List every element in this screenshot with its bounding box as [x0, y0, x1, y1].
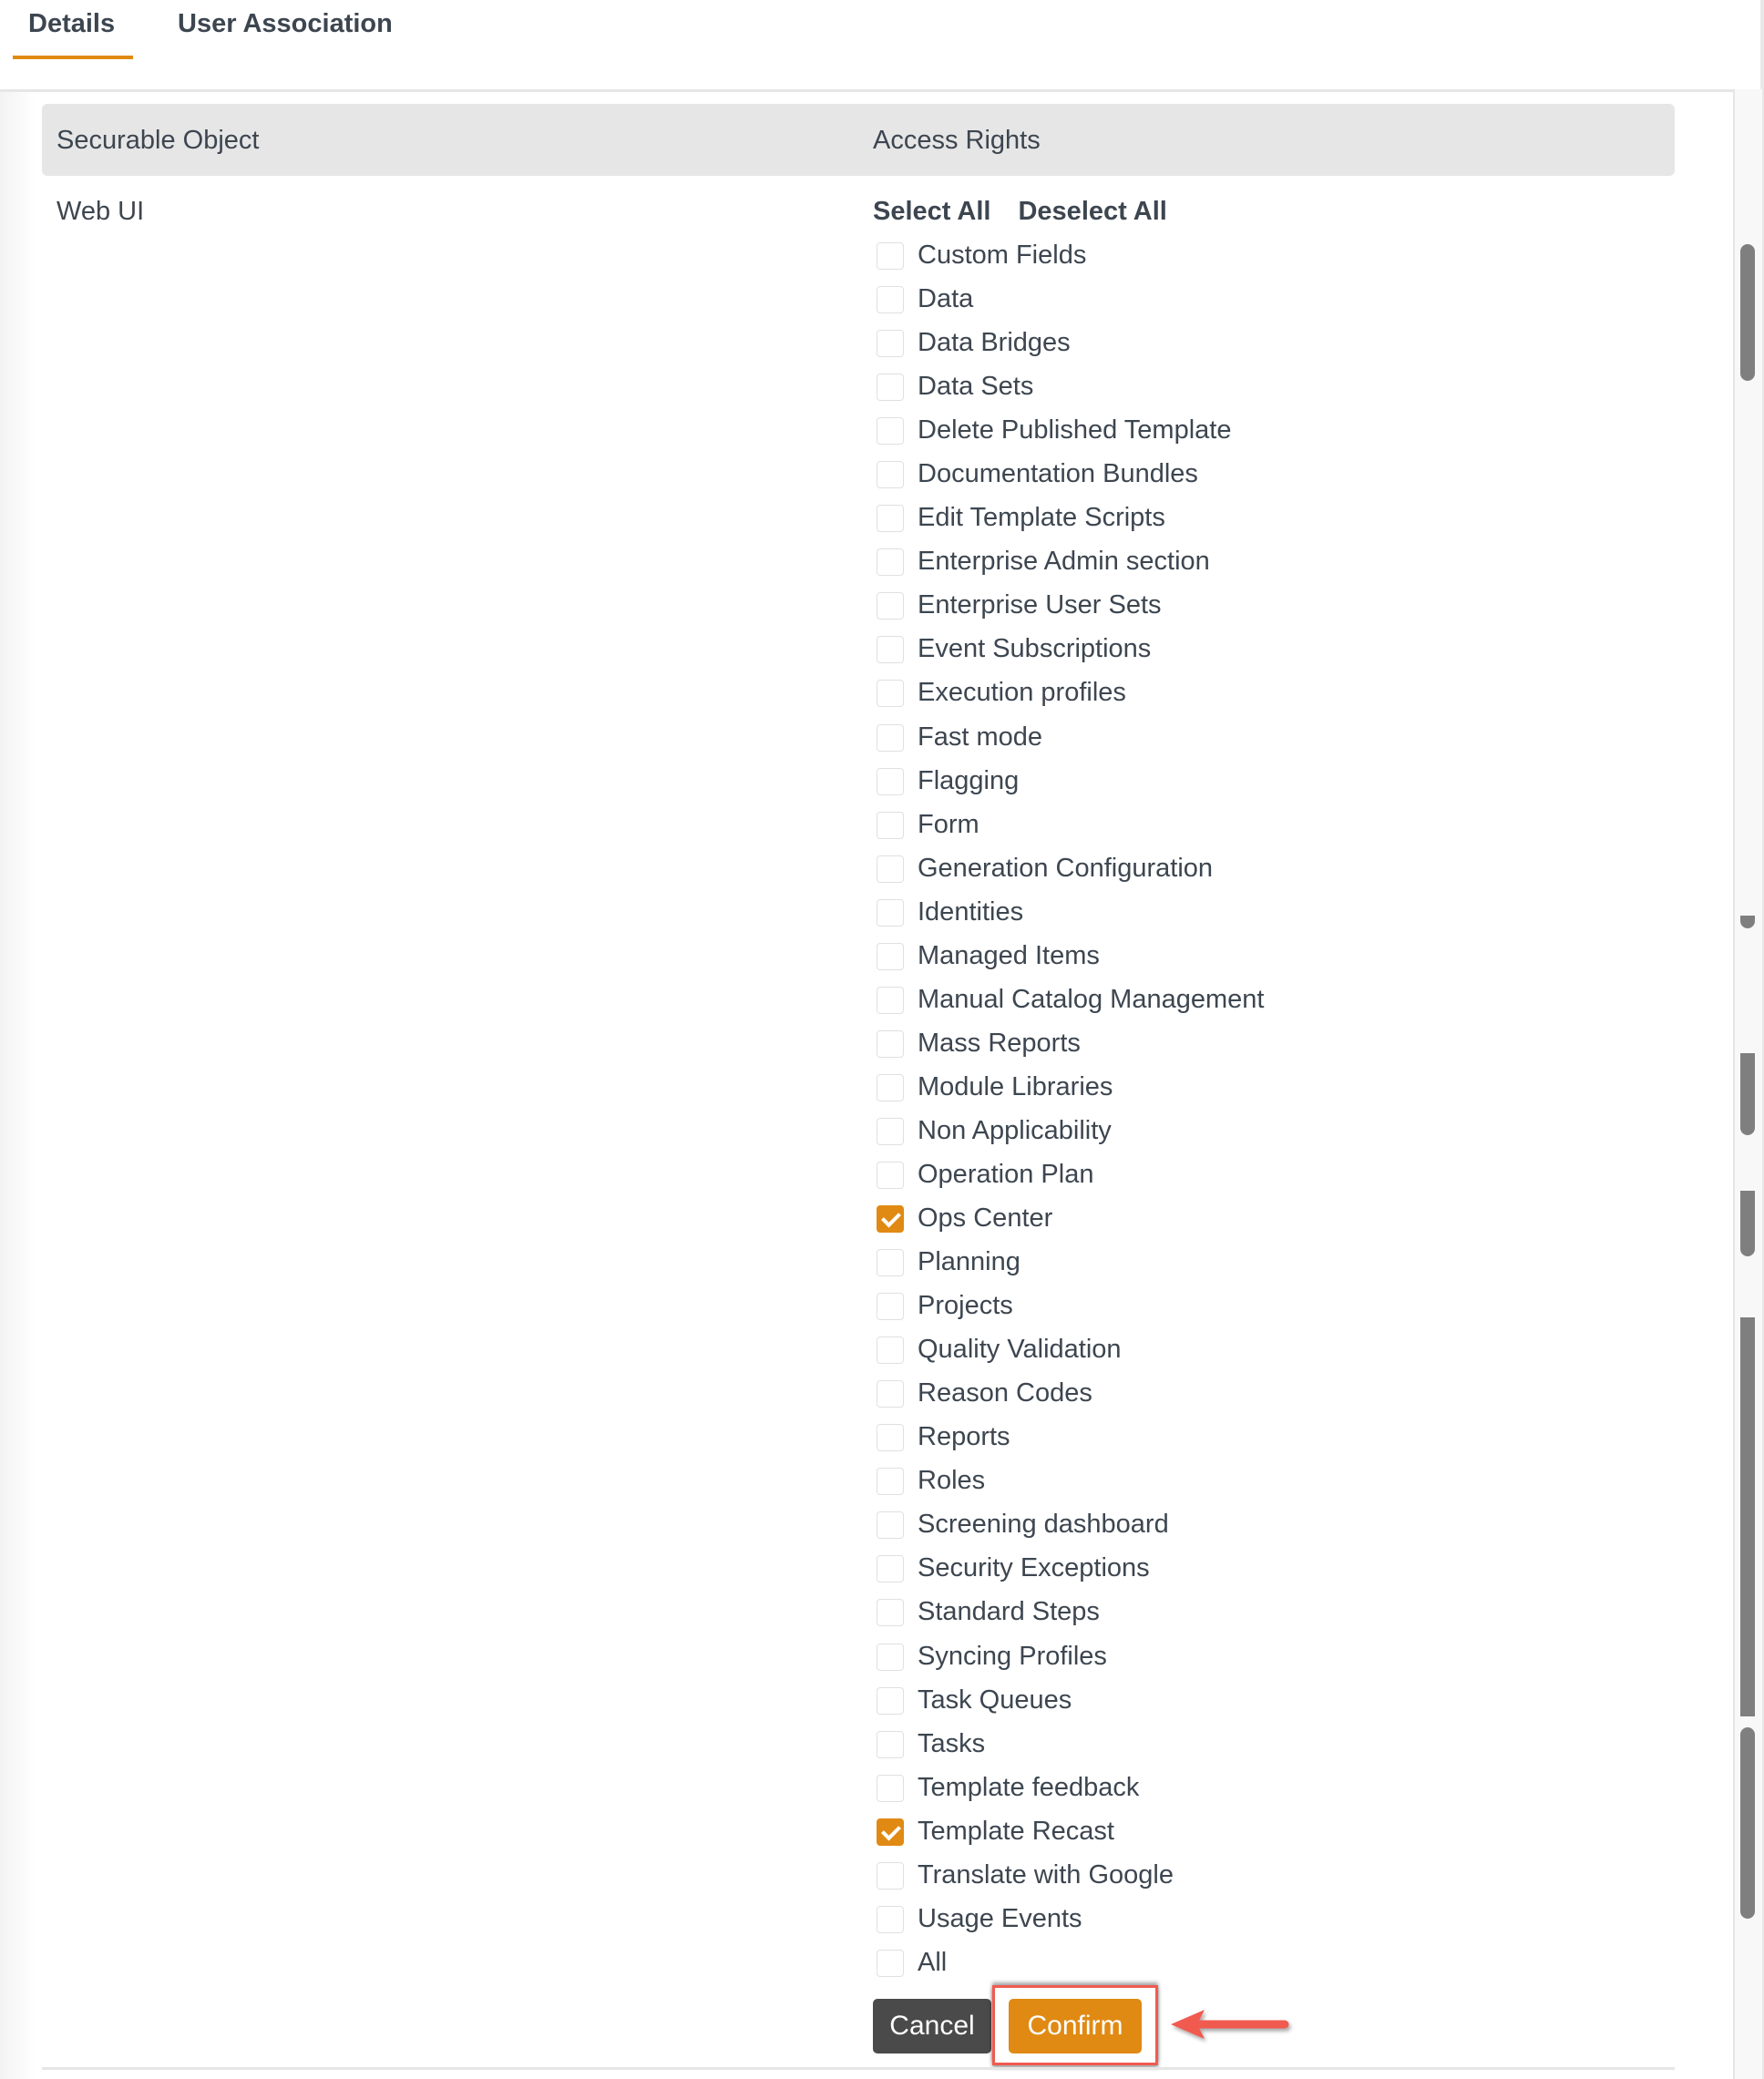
- checkbox[interactable]: [877, 1118, 904, 1145]
- access-right-label: Translate with Google: [918, 1859, 1174, 1890]
- access-right-label: Manual Catalog Management: [918, 984, 1265, 1014]
- checkbox[interactable]: [877, 724, 904, 752]
- checkbox[interactable]: [877, 592, 904, 620]
- access-right-label: Identities: [918, 896, 1024, 927]
- checkbox[interactable]: [877, 1687, 904, 1715]
- checkbox[interactable]: [877, 768, 904, 795]
- table-header: [42, 104, 1675, 176]
- checkbox[interactable]: [877, 1293, 904, 1320]
- access-right-label: Template feedback: [918, 1772, 1140, 1802]
- checkbox[interactable]: [877, 1336, 904, 1364]
- left-edge-shade: [0, 89, 36, 2079]
- access-right-label: Managed Items: [918, 940, 1100, 970]
- column-header-securable-object: Securable Object: [56, 126, 260, 155]
- checkbox[interactable]: [877, 943, 904, 970]
- securable-object-name: Web UI: [56, 197, 145, 226]
- column-header-access-rights: Access Rights: [873, 126, 1041, 155]
- access-right-label: Reports: [918, 1422, 1010, 1452]
- checkbox[interactable]: [877, 636, 904, 663]
- tab-details[interactable]: Details: [28, 9, 116, 38]
- checkbox[interactable]: [877, 1775, 904, 1802]
- access-right-label: Generation Configuration: [918, 853, 1214, 883]
- checkbox[interactable]: [877, 1555, 904, 1582]
- scrollbar-thumb-artifact: [1740, 1053, 1755, 1135]
- checkbox[interactable]: [877, 1030, 904, 1058]
- active-tab-indicator: [13, 56, 133, 59]
- access-right-label: Data: [918, 284, 974, 314]
- access-right-label: Syncing Profiles: [918, 1641, 1107, 1671]
- access-right-label: Task Queues: [918, 1685, 1072, 1715]
- tab-bar: [0, 0, 1760, 92]
- checkbox[interactable]: [877, 855, 904, 883]
- checkbox[interactable]: [877, 1950, 904, 1977]
- access-right-label: Data Bridges: [918, 328, 1071, 358]
- access-right-label: Ops Center: [918, 1203, 1053, 1234]
- access-right-label: Enterprise User Sets: [918, 590, 1162, 620]
- checkbox[interactable]: [877, 1906, 904, 1933]
- access-right-label: Fast mode: [918, 722, 1042, 752]
- access-right-label: Edit Template Scripts: [918, 503, 1165, 533]
- checkbox[interactable]: [877, 1862, 904, 1890]
- table-bottom-divider: [42, 2067, 1675, 2070]
- annotation-arrow-icon: [1168, 2006, 1296, 2044]
- access-right-label: Tasks: [918, 1728, 986, 1758]
- scrollbar-thumb-artifact: [1740, 1727, 1755, 1919]
- confirm-button[interactable]: Confirm: [1009, 1999, 1142, 2053]
- checkbox[interactable]: [877, 286, 904, 313]
- access-right-label: Security Exceptions: [918, 1553, 1150, 1583]
- checkbox[interactable]: [877, 417, 904, 445]
- access-right-label: Operation Plan: [918, 1159, 1094, 1189]
- checkbox-checked[interactable]: [877, 1205, 904, 1233]
- checkbox[interactable]: [877, 899, 904, 927]
- checkbox[interactable]: [877, 987, 904, 1014]
- access-right-label: Module Libraries: [918, 1071, 1113, 1101]
- scrollbar-thumb[interactable]: [1740, 244, 1755, 381]
- access-right-label: Reason Codes: [918, 1378, 1092, 1408]
- access-right-label: All: [918, 1947, 948, 1977]
- deselect-all-link[interactable]: Deselect All: [1018, 197, 1167, 226]
- checkbox[interactable]: [877, 330, 904, 357]
- checkbox[interactable]: [877, 1249, 904, 1276]
- access-right-label: Custom Fields: [918, 241, 1087, 270]
- access-right-label: Event Subscriptions: [918, 634, 1152, 664]
- annotation-highlight-box: [992, 1985, 1158, 2065]
- checkbox[interactable]: [877, 1468, 904, 1495]
- access-right-label: Quality Validation: [918, 1335, 1122, 1365]
- access-right-label: Projects: [918, 1291, 1013, 1321]
- checkbox[interactable]: [877, 548, 904, 576]
- checkbox[interactable]: [877, 1424, 904, 1451]
- checkbox[interactable]: [877, 680, 904, 707]
- access-right-label: Planning: [918, 1247, 1020, 1277]
- checkbox[interactable]: [877, 1644, 904, 1671]
- access-right-label: Form: [918, 809, 979, 839]
- access-right-label: Documentation Bundles: [918, 459, 1198, 489]
- access-right-label: Execution profiles: [918, 678, 1126, 708]
- access-right-label: Data Sets: [918, 372, 1034, 402]
- scrollbar-thumb-artifact: [1740, 1191, 1755, 1256]
- checkbox[interactable]: [877, 374, 904, 401]
- selection-links: [873, 197, 1195, 227]
- checkbox-checked[interactable]: [877, 1818, 904, 1846]
- checkbox[interactable]: [877, 505, 904, 532]
- access-right-label: Standard Steps: [918, 1597, 1100, 1627]
- checkbox[interactable]: [877, 461, 904, 488]
- checkbox[interactable]: [877, 1511, 904, 1539]
- checkbox[interactable]: [877, 1380, 904, 1408]
- cancel-button[interactable]: Cancel: [873, 1999, 991, 2053]
- access-right-label: Screening dashboard: [918, 1510, 1169, 1540]
- access-right-label: Delete Published Template: [918, 415, 1232, 446]
- access-right-label: Mass Reports: [918, 1028, 1081, 1058]
- checkbox[interactable]: [877, 812, 904, 839]
- access-right-label: Enterprise Admin section: [918, 547, 1210, 577]
- access-right-label: Usage Events: [918, 1903, 1082, 1933]
- access-right-label: Template Recast: [918, 1816, 1114, 1846]
- checkbox[interactable]: [877, 1162, 904, 1189]
- checkbox[interactable]: [877, 1599, 904, 1626]
- tab-user-association[interactable]: User Association: [178, 9, 393, 38]
- access-right-label: Roles: [918, 1466, 986, 1496]
- checkbox[interactable]: [877, 1074, 904, 1101]
- select-all-link[interactable]: Select All: [873, 197, 991, 226]
- checkbox[interactable]: [877, 1731, 904, 1758]
- access-right-label: Non Applicability: [918, 1115, 1112, 1145]
- access-right-label: Flagging: [918, 765, 1020, 795]
- scrollbar-thumb-artifact: [1740, 1317, 1755, 1716]
- checkbox[interactable]: [877, 242, 904, 270]
